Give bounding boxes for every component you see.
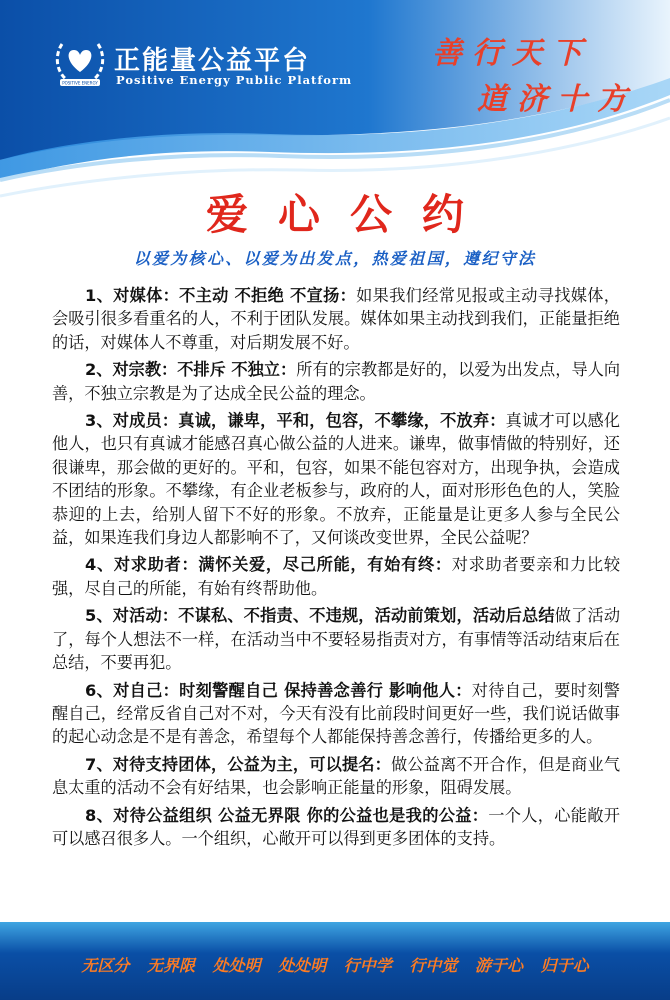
articles-list bbox=[52, 284, 620, 854]
article-body: 所有的宗教都是好的，以爱为出发点，导人向善，不独立宗教是为了达成全民公益的理念。 bbox=[52, 360, 621, 403]
article-body: 对待自己，要时刻警醒自己，经常反省自己对不对，今天有没有比前段时间更好一些，我们说话做事的起心动念是不是有善念，希望每个人都能保持善念善行，传播给更多的人。 bbox=[52, 680, 620, 747]
footer-phrase: 无区分 bbox=[81, 956, 130, 975]
page-title: 爱心公约 bbox=[205, 190, 494, 239]
footer-phrase: 行中觉 bbox=[409, 956, 458, 975]
article-heading: 3、对成员：真诚，谦卑，平和，包容，不攀缘，不放弃： bbox=[85, 411, 506, 431]
footer-phrase: 归于心 bbox=[540, 956, 589, 975]
article-7 bbox=[52, 753, 620, 800]
article-heading: 5、对活动：不谋私、不指责、不违规，活动前策划，活动后总结 bbox=[85, 606, 555, 626]
article-heading: 1、对媒体：不主动 不拒绝 不宣扬： bbox=[85, 286, 357, 305]
logo-ribbon-text: POSITIVE ENERGY bbox=[62, 80, 98, 86]
article-body: 做了活动了，每个人想法不一样，在活动当中不要轻易指责对方，有事情等活动结束后在总结，不要再犯。 bbox=[52, 606, 621, 673]
article-heading: 8、对待公益组织 公益无界限 你的公益也是我的公益： bbox=[85, 805, 489, 825]
slogan-line-1: 善行天下 bbox=[432, 36, 592, 71]
article-2 bbox=[52, 358, 620, 405]
footer-phrase: 行中学 bbox=[343, 956, 392, 975]
article-heading: 6、对自己：时刻警醒自己 保持善念善行 影响他人： bbox=[85, 680, 472, 700]
footer-phrase: 处处明 bbox=[212, 956, 261, 975]
article-heading: 7、对待支持团体，公益为主，可以提名： bbox=[85, 754, 392, 774]
article-5 bbox=[52, 604, 620, 674]
footer-phrases bbox=[0, 953, 670, 976]
article-6 bbox=[52, 679, 620, 749]
subtitle: 以爱为核心、以爱为出发点，热爱祖国，遵纪守法 bbox=[133, 249, 537, 268]
footer-phrase: 处处明 bbox=[278, 956, 327, 975]
article-body: 真诚才可以感化他人，也只有真诚才能感召真心做公益的人进来。谦卑，做事情做的特别好，还很谦卑，那会做的更好的。平和，包容，如果不能包容对方，出现争执，会造成不团结的形象。不攀缘，有企业老板参与，政府的人，面对形形色色的人，笑脸恭迎的上去，给别人留下不好的形象。不放弃，正能量是让更多人参与全民公益，如果连我们身边人都影响不了，又何谈改变世界，全民公益呢？ bbox=[52, 411, 620, 548]
article-heading: 4、对求助者：满怀关爱，尽己所能，有始有终： bbox=[85, 555, 452, 575]
article-body: 一个人，心能敞开可以感召很多人。一个组织，心敞开可以得到更多团体的支持。 bbox=[52, 805, 620, 848]
footer-phrase: 游于心 bbox=[474, 956, 523, 975]
article-body: 对求助者要亲和力比较强，尽自己的所能，有始有终帮助他。 bbox=[52, 555, 621, 598]
heart-laurel-logo-icon bbox=[52, 34, 108, 90]
article-8 bbox=[52, 804, 620, 851]
article-1 bbox=[52, 284, 620, 354]
brand-name-chinese: 正能量公益平台 bbox=[114, 46, 311, 76]
article-body: 如果我们经常见报或主动寻找媒体，会吸引很多看重名的人，不利于团队发展。媒体如果主动找到我们，正能量拒绝的话，对媒体人不尊重，对后期发展不好。 bbox=[52, 286, 620, 352]
article-heading: 2、对宗教：不排斥 不独立： bbox=[85, 360, 297, 380]
article-3 bbox=[52, 409, 620, 549]
slogan-line-2: 道济十方 bbox=[477, 82, 637, 117]
article-body: 做公益离不开合作，但是商业气息太重的活动不会有好结果，也会影响正能量的形象，阻碍发展。 bbox=[52, 754, 621, 798]
brand-name-english: Positive Energy Public Platform bbox=[116, 73, 353, 87]
footer-phrase: 无界限 bbox=[147, 956, 196, 975]
article-4 bbox=[52, 553, 620, 600]
